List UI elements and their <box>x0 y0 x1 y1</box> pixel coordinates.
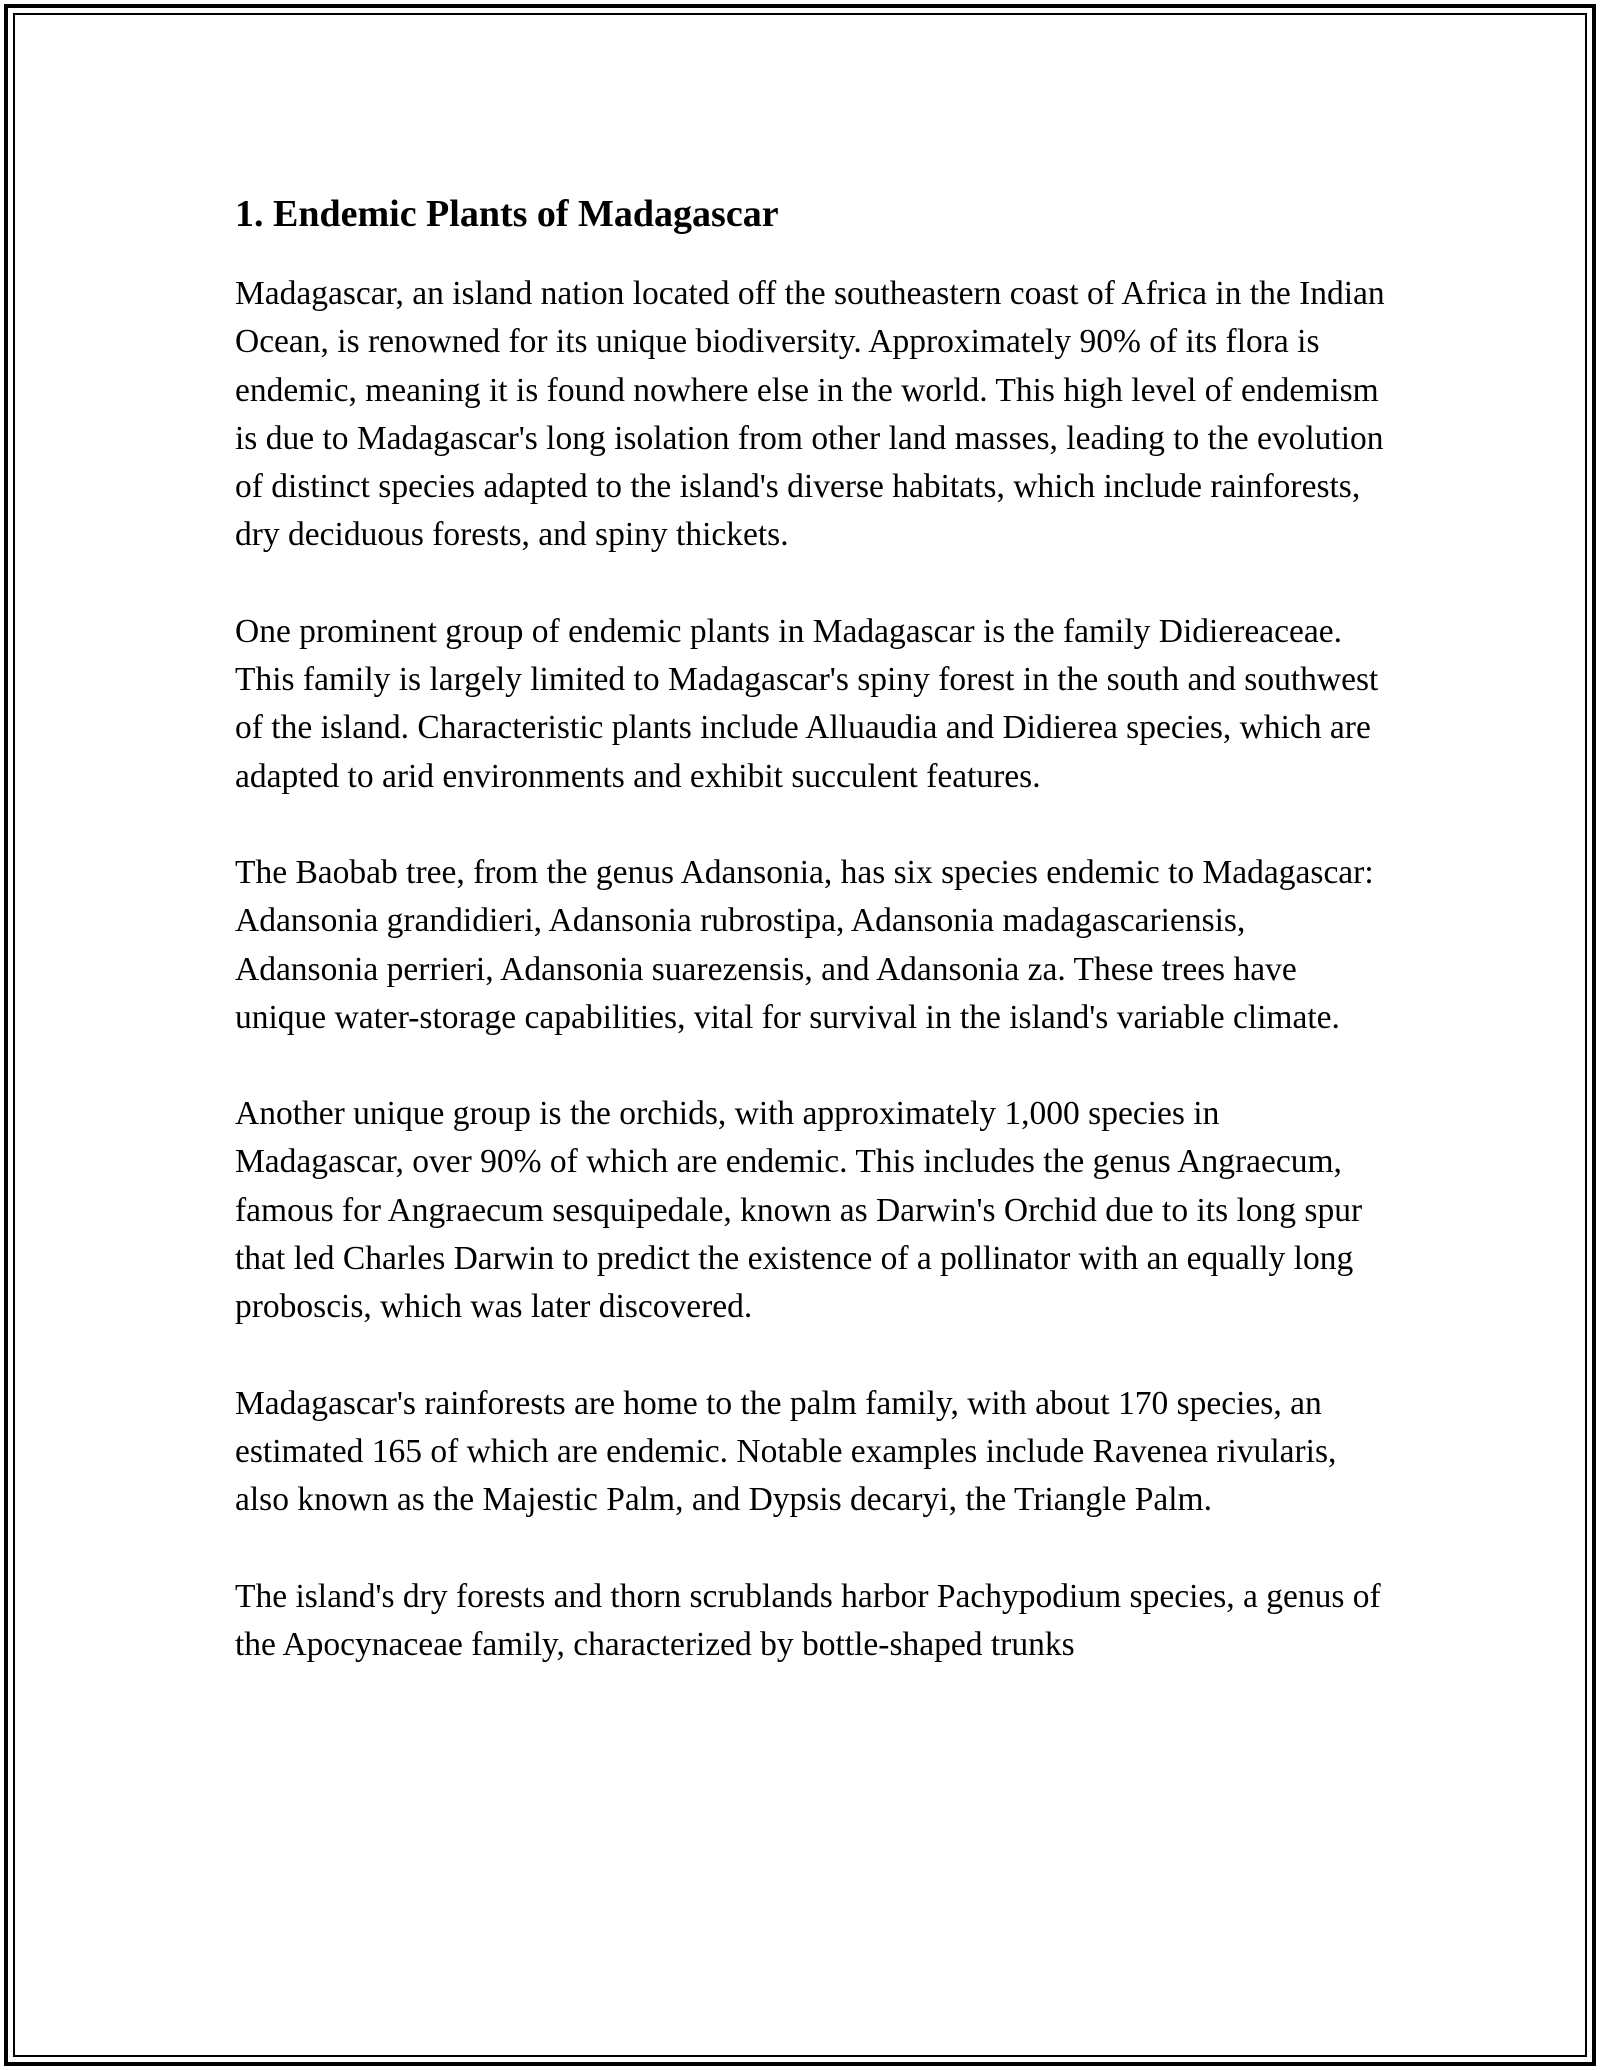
paragraph-palms: Madagascar's rainforests are home to the palm family, with about 170 species, an estimated 165 of which are endemic. Notable examples include Ravenea rivularis, also known as the Majestic Palm, and Dypsis decaryi, the Triangle Palm. <box>235 1384 1337 1519</box>
paragraph-pachypodium: The island's dry forests and thorn scrublands harbor Pachypodium species, a genus of the Apocynaceae family, characterized by bottle-shaped trunks <box>235 1577 1381 1663</box>
document-body <box>235 188 1385 1717</box>
section-heading: 1. Endemic Plants of Madagascar <box>235 193 779 235</box>
paragraph-didiereaceae: One prominent group of endemic plants in Madagascar is the family Didiereaceae. This family is largely limited to Madagascar's spiny forest in the south and southwest of the island. Characteristic plants include Alluaudia and Didierea species, which are adapted to arid environments and exhibit succulent features. <box>235 612 1379 795</box>
paragraph-orchids: Another unique group is the orchids, with approximately 1,000 species in Madagascar, over 90% of which are endemic. This includes the genus Angraecum, famous for Angraecum sesquipedale, known as Darwin's Orchid due to its long spur that led Charles Darwin to predict the existence of a pollinator with an equally long proboscis, which was later discovered. <box>235 1095 1363 1326</box>
paragraph-baobab: The Baobab tree, from the genus Adansonia, has six species endemic to Madagascar: Adansonia grandidieri, Adansonia rubrostipa, Adansonia madagascariensis, Adansonia perrieri, Adansonia suarezensis, and Adansonia za. These trees have unique water-storage capabilities, vital for survival in the island's variable climate. <box>235 853 1374 1036</box>
paragraph-intro: Madagascar, an island nation located off the southeastern coast of Africa in the Indian Ocean, is renowned for its unique biodiversity. Approximately 90% of its flora is endemic, meaning it is found nowhere else in the world. This high level of endemism is due to Madagascar's long isolation from other land masses, leading to the evolution of distinct species adapted to the island's diverse habitats, which include rainforests, dry deciduous forests, and spiny thickets. <box>235 275 1385 554</box>
